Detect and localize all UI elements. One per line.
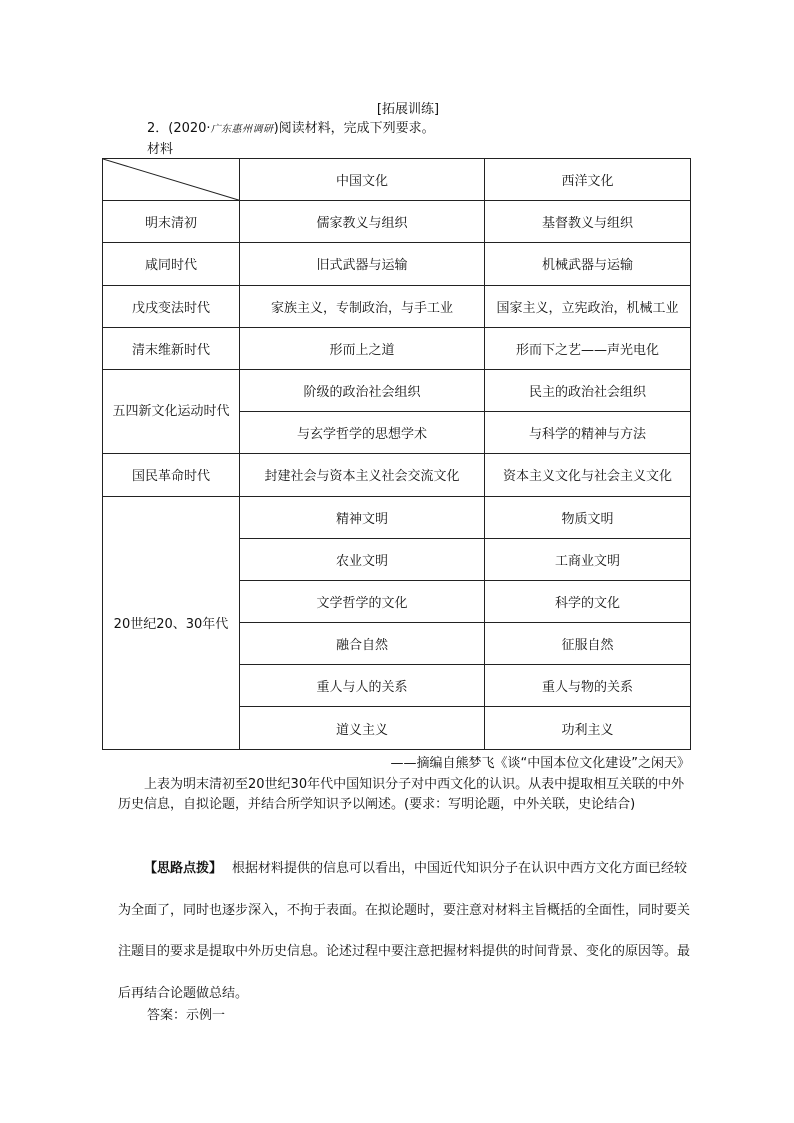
era-cell-2030s: 20世纪20、30年代 <box>103 496 240 749</box>
table-row <box>103 454 691 496</box>
table-row <box>103 369 691 411</box>
answer-line: 答案：示例一 <box>147 1008 226 1023</box>
western-culture-cell: 民主的政治社会组织 <box>485 369 691 411</box>
table-row <box>103 496 691 538</box>
western-culture-cell: 物质文明 <box>485 496 691 538</box>
section-heading: [拓展训练] <box>376 102 440 117</box>
western-culture-cell: 资本主义文化与社会主义文化 <box>485 454 691 496</box>
chinese-culture-cell: 旧式武器与运输 <box>240 243 485 285</box>
chinese-culture-cell: 道义主义 <box>240 707 485 749</box>
chinese-culture-cell: 文学哲学的文化 <box>240 580 485 622</box>
column-header-chinese: 中国文化 <box>240 159 485 201</box>
chinese-culture-cell: 与玄学哲学的思想学术 <box>240 412 485 454</box>
era-cell: 清末维新时代 <box>103 327 240 369</box>
era-cell: 明末清初 <box>103 201 240 243</box>
western-culture-cell: 征服自然 <box>485 623 691 665</box>
era-cell: 国民革命时代 <box>103 454 240 496</box>
chinese-culture-cell: 农业文明 <box>240 538 485 580</box>
question-number: 2．(2020· <box>147 121 211 136</box>
column-header-western: 西洋文化 <box>485 159 691 201</box>
material-label: 材料 <box>147 142 174 157</box>
question-line <box>147 117 435 136</box>
western-culture-cell: 工商业文明 <box>485 538 691 580</box>
table-row <box>103 243 691 285</box>
chinese-culture-cell: 阶级的政治社会组织 <box>240 369 485 411</box>
source-credit: ——摘编自熊梦飞《谈“中国本位文化建设”之闲天》 <box>390 756 690 771</box>
hint-text: 根据材料提供的信息可以看出，中国近代知识分子在认识中西方文化方面已经较为全面了，同时也逐步深入，不拘于表面。在拟论题时，要注意对材料主旨概括的全面性，同时要关注题目的要求是提取中外历史信息。论述过程中要注意把握材料提供的时间背景、变化的原因等。最后再结合论题做总结。 <box>118 861 691 1001</box>
western-culture-cell: 重人与物的关系 <box>485 665 691 707</box>
western-culture-cell: 机械武器与运输 <box>485 243 691 285</box>
chinese-culture-cell: 形而上之道 <box>240 327 485 369</box>
hint-tag: 【思路点拨】 <box>144 861 223 876</box>
table-row <box>103 327 691 369</box>
chinese-culture-cell: 儒家教义与组织 <box>240 201 485 243</box>
western-culture-cell: 与科学的精神与方法 <box>485 412 691 454</box>
table-header-row <box>103 159 691 201</box>
culture-comparison-table <box>102 158 691 750</box>
hint-paragraph <box>118 848 690 1014</box>
chinese-culture-cell: 重人与人的关系 <box>240 665 485 707</box>
western-culture-cell: 国家主义，立宪政治，机械工业 <box>485 285 691 327</box>
western-culture-cell: 形而下之艺——声光电化 <box>485 327 691 369</box>
western-culture-cell: 功利主义 <box>485 707 691 749</box>
chinese-culture-cell: 家族主义，专制政治，与手工业 <box>240 285 485 327</box>
era-cell: 戊戌变法时代 <box>103 285 240 327</box>
table-row <box>103 201 691 243</box>
table-row <box>103 285 691 327</box>
western-culture-cell: 科学的文化 <box>485 580 691 622</box>
western-culture-cell: 基督教义与组织 <box>485 201 691 243</box>
chinese-culture-cell: 精神文明 <box>240 496 485 538</box>
chinese-culture-cell: 封建社会与资本主义社会交流文化 <box>240 454 485 496</box>
question-prompt: 上表为明末清初至20世纪30年代中国知识分子对中西文化的认识。从表中提取相互关联的中外历史信息，自拟论题，并结合所学知识予以阐述。(要求：写明论题，中外关联，史论结合) <box>118 777 685 812</box>
diagonal-header-cell <box>103 159 240 201</box>
question-instruction: )阅读材料，完成下列要求。 <box>273 121 435 136</box>
era-cell: 咸同时代 <box>103 243 240 285</box>
era-cell-wusi: 五四新文化运动时代 <box>103 369 240 453</box>
chinese-culture-cell: 融合自然 <box>240 623 485 665</box>
question-source: 广东惠州调研 <box>210 124 274 135</box>
diagonal-line <box>103 159 239 200</box>
